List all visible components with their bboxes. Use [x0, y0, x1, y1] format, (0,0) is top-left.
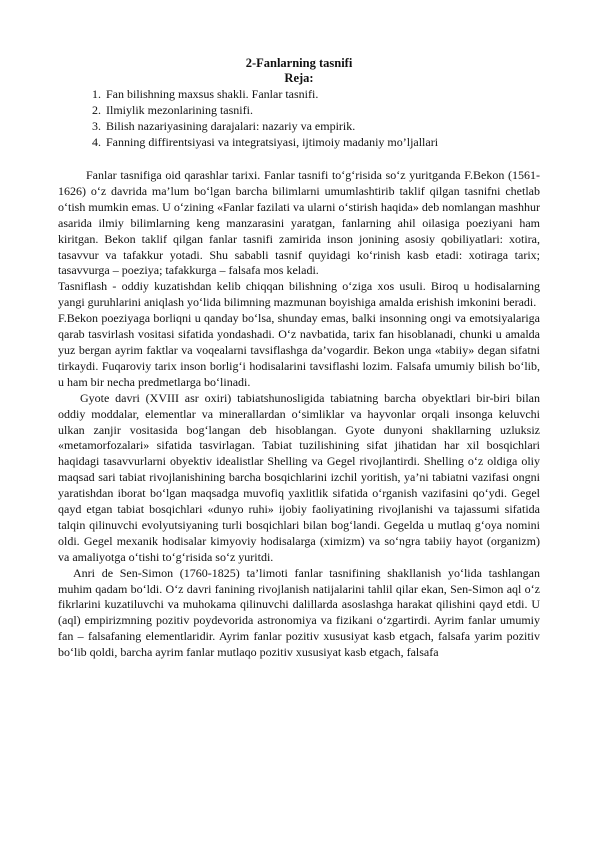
- document-title: 2-Fanlarning tasnifi: [245, 56, 353, 70]
- body-paragraph: F.Bekon poeziyaga borliqni u qanday bo‘lsa, shunday emas, balki insonning ongi va emotsiyalariga qarab tasvirlash vositasi sifatida yondashadi. O‘z navbatida, tarix fan hisoblanadi, chunki u amalda yuz bergan ayrim faktlar va voqealarni tavsiflashga da’vogardir. Bekon unga «tabiiy» degan sifatni tirkaydi. Fuqaroviy tarix inson borlig‘i hodisalarini tavsiflashi lozim. Falsafa umumiy bilish bo‘lib, u ham bir necha predmetlarga bo‘linadi.: [58, 311, 540, 389]
- plan-heading: Reja:: [284, 71, 314, 85]
- body-paragraph: Fanlar tasnifiga oid qarashlar tarixi. Fanlar tasnifi to‘g‘risida so‘z yuritganda F.Bekon (1561-1626) o‘z davrida ma’lum bo‘lgan barcha bilimlarni umumlashtirib taklif qilgan tasnifni chetlab o‘tish mumkin emas. U o‘zining «Fanlar fazilati va ularni o‘stirish haqida» deb nomlangan mashhur asarida ilmiy bilimlarning keng manzarasini yaratgan, fanlarning ahil oilasiga poeziyani ham kiritgan. Bekon taklif qilgan fanlar tasnifi zamirida inson jonining asosiy qobiliyatlari: xotira, tasavvur va tafakkur yotadi. Shu sababli tasnif quyidagi ko‘rinish kasb etadi: xotiraga tarix; tasavvurga – poeziya; tafakkurga – falsafa mos keladi.: [58, 168, 540, 278]
- plan-item: 4. Fanning diffirentsiyasi va integratsiyasi, ijtimoiy madaniy mo’ljallari: [104, 134, 540, 150]
- plan-item: 2. Ilmiylik mezonlarining tasnifi.: [104, 102, 540, 118]
- body-paragraph: Gyote davri (XVIII asr oxiri) tabiatshunosligida tabiatning barcha obyektlari bir-biri bilan oddiy moddalar, elementlar va minerallardan o‘simliklar va hayvonlar orqali insonga keluvchi ulkan zanjir vositasida bog‘langan deb hisoblangan. Gyote dunyoni shakllarning uzluksiz «metamorfozalari» sifatida tasvirlagan. Tabiat tuzilishining sifat jihatidan har xil bosqichlari haqidagi tasavvurlarni obyektiv idealistlar Shelling va Gegel rivojlantirdi. Shelling o‘z oldiga oliy maqsad sari tabiat rivojlanishining barcha bosqichlarini izchil yoritish, ya’ni tabiatni vazifasi ongni yaratishdan iborat bo‘lgan maqsadga muvofiq yaxlitlik sifatida o‘rganish vazifasini qo‘ydi. Gegel qayd etgan tabiat bosqichlari «dunyo ruhi» ijobiy faoliyatining rivojlanishi va tajassumi sifatida talqin qilinuvchi evolyutsiyaning turli bosqichlari bilan bog‘landi. Gegelda u mutlaq g‘oya nomini oldi. Gegel mexanik hodisalar kimyoviy hodisalarga (ximizm) va so‘ngra tabiiy hayot (organizm) va amaliyotga o‘tishi to‘g‘risida so‘z yuritdi.: [58, 390, 540, 564]
- body-paragraph: Tasniflash - oddiy kuzatishdan kelib chiqqan bilishning o‘ziga xos usuli. Biroq u hodisalarning yangi guruhlarini aniqlash yo‘lida bilimning mazmunan boyishiga amalda erishish imkonini beradi.: [58, 279, 540, 310]
- document-body: [58, 168, 540, 661]
- body-paragraph: Anri de Sen-Simon (1760-1825) ta’limoti fanlar tasnifining shakllanish yo‘lida tashlangan muhim qadam bo‘ldi. O‘z davri fanining rivojlanish natijalarini tahlil qilar ekan, Sen-Simon aql o‘z fikrlarini kuzatiluvchi va muhokama qilinuvchi dalillarda asoslashga harakat qilishini qayd etdi. U (aql) empirizmning pozitiv poydevorida astronomiya va fizikani o‘zgartirdi. Ayrim fanlar umumiy fan – falsafaning elementlaridir. Ayrim fanlar pozitiv xususiyat kasb etgach, falsafa yarim pozitiv bo‘lib qoldi, barcha ayrim fanlar mutlaqo pozitiv xususiyat kasb etgach, falsafa: [58, 565, 540, 660]
- plan-list: [58, 86, 540, 150]
- plan-item: 3. Bilish nazariyasining darajalari: nazariy va empirik.: [104, 118, 540, 134]
- plan-item: 1. Fan bilishning maxsus shakli. Fanlar tasnifi.: [104, 86, 540, 102]
